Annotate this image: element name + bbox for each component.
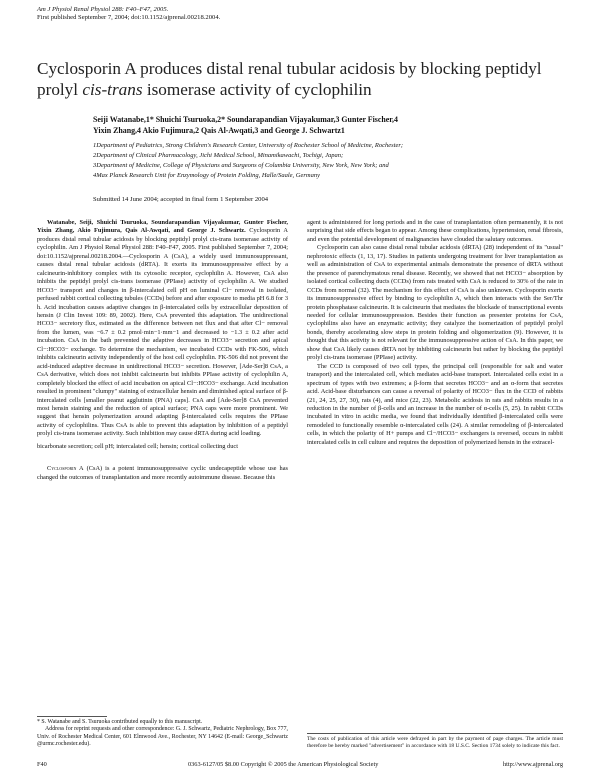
page-charge-note: The costs of publication of this article were defrayed in part by the payment of page charges. The article must therefore be hereby marked "advertisement" in accordance with 18 U.S.C. Section 1734 solely to indicate this fact. xyxy=(307,736,563,749)
abstract-lead: Watanabe, Seiji, Shuichi Tsuruoka, Soundarapandian Vijayakumar, Gunter Fischer, Yixin Zhang, Akio Fujimura, Qais Al-Awqati, and George J. Schwartz. xyxy=(37,219,288,235)
first-published-line: First published September 7, 2004; doi:10.1152/ajprenal.00218.2004. xyxy=(37,14,221,22)
journal-citation: Am J Physiol Renal Physiol 288: F40–F47, 2005. xyxy=(37,6,169,13)
right-paragraph-3: The CCD is composed of two cell types, the principal cell (responsible for salt and water transport) and the intercalated cell, which mediates acid-base transport. Intercalated cells exist in a spectrum of types with two extremes; a β-form that secretes HCO3− and an α-form that secretes acid. Acid-base disturbances can cause a reversal of polarity of HCO3− flux in the CCD of rabbits (21, 24, 25, 27, 30), rats (4), and mice (22, 23). Metabolic acidosis in rats and rabbits results in a reduction in the number of β-cells and an increase in the number of α-cells (5, 25). In rabbit CCDs incubated in vitro in acidic media, we found that individually identified β-intercalated cells were remodeled to functionally resemble α-intercalated cells (24). A similar remodeling of β-intercalated cells, in which the polarity of H+ pumps and Cl−/HCO3− exchangers is reversed, occurs in rabbit intercalated cells in cell culture and requires the deposition of polymerized hensin in the extracel- xyxy=(307,362,563,446)
intro-text: (CsA) is a potent immunosuppressive cyclic undecapeptide whose use has changed the outcomes of transplantation and more recently autoimmune disease. Because this xyxy=(37,465,288,481)
left-column xyxy=(37,219,288,482)
right-column xyxy=(307,219,563,447)
journal-url[interactable]: http://www.ajprenal.org xyxy=(503,761,563,768)
authors-line-2: Yixin Zhang,4 Akio Fujimura,2 Qais Al-Awqati,3 and George J. Schwartz1 xyxy=(93,125,345,135)
title-line-2-post: isomerase activity of cyclophilin xyxy=(142,80,372,99)
keywords: bicarbonate secretion; cell pH; intercalated cell; hensin; cortical collecting duct xyxy=(37,442,238,450)
submission-dates: Submitted 14 June 2004; accepted in final form 1 September 2004 xyxy=(93,196,269,203)
copyright-line: 0363-6127/05 $8.00 Copyright © 2005 the American Physiological Society xyxy=(188,761,379,768)
correspondence-address: Address for reprint requests and other correspondence: G. J. Schwartz, Pediatric Nephrology, Box 777, Univ. of Rochester Medical Center, 601 Elmwood Ave., Rochester, NY 14642 (E-mail: George_Schwartz @urmc.rochester.edu). xyxy=(37,726,288,747)
cost-note-divider xyxy=(307,733,563,734)
author-list xyxy=(93,115,563,136)
title-line-2-italic: cis-trans xyxy=(82,80,143,99)
journal-header xyxy=(37,6,220,23)
author-footnotes xyxy=(37,719,288,748)
right-paragraph-2: Cyclosporin can also cause distal renal tubular acidosis (dRTA) (28) independent of its "usual" nephrotoxic effects (1, 13, 17). Studies in patients undergoing treatment for liver transplantation as well as administration of CsA to experimental animals demonstrate the presence of dRTA without the presence of parenchymatous renal disease. Recently, we showed that net HCO3− absorption by isolated cortical collecting ducts (CCDs) from rats treated with CsA is reduced to 30% of the rate in CCDs from normal (32). The mechanism for this effect of CsA is also unknown. Cyclosporin exerts its immunosuppressive effect by binding to cyclophilin A, which then interacts with the Ser/Thr protein phosphatase calcineurin. It is calcineurin that mediates the blockade of transcriptional events needed for cellular immunosuppression. Besides their function as presenter proteins for CsA, cyclophilins also have an enzymatic activity; they catalyze the isomerization of peptidyl prolyl bonds, thereby accelerating slow steps in protein folding and oligomerization (9). However, it is thought that this activity is not relevant for the immunosuppressive action of CsA. In this paper, we show that CsA likely causes dRTA not by inhibiting calcineurin but rather by blocking the peptidyl prolyl cis-trans isomerase (PPIase) activity. xyxy=(307,244,563,362)
authors-line-1: Seiji Watanabe,1* Shuichi Tsuruoka,2* Soundarapandian Vijayakumar,3 Gunter Fischer,4 xyxy=(93,115,398,124)
footnote-divider xyxy=(37,716,107,717)
right-paragraph-1: agent is administered for long periods and in the case of transplantation often permanently, it is not surprising that side effects began to appear. Among these complications, hypertension, renal fibrosis, and even the potential development of malignancies have clouded the salutary outcomes. xyxy=(307,219,563,243)
article-title xyxy=(37,58,567,100)
affiliation-2: 2Department of Clinical Pharmacology, Jichi Medical School, Minamikawachi, Tochigi, Japan; xyxy=(93,152,344,160)
intro-paragraph xyxy=(37,465,288,482)
affiliation-3: 3Department of Medicine, College of Physicians and Surgeons of Columbia University, New York, New York; and xyxy=(93,162,389,170)
affiliation-1: 1Department of Pediatrics, Strong Children's Research Center, University of Rochester School of Medicine, Rochester; xyxy=(93,142,404,149)
affiliation-4: 4Max Planck Research Unit for Enzymology of Protein Folding, Halle/Saale, Germany xyxy=(93,172,320,180)
abstract-paragraph xyxy=(37,219,288,439)
intro-lead: Cyclosporin A xyxy=(47,465,84,473)
title-line-2-pre: prolyl xyxy=(37,80,83,99)
abstract-body: Cyclosporin A produces distal renal tubular acidosis by blocking peptidyl prolyl cis-trans isomerase activity of cyclophilin. Am J Physiol Renal Physiol 288: F40–F47, 2005. First published September 7, 2004; doi:10.1152/ajprenal.00218.2004.—Cyclosporin A (CsA), a widely used immunosuppressant, causes distal renal tubular acidosis (dRTA). It exerts its immunosuppressive effect by a calcineurin-inhibitory complex with its cytosolic receptor, cyclophilin A. However, CsA also inhibits the peptidyl prolyl cis-trans isomerase (PPIase) activity of cyclophilin A. We studied HCO3− transport and changes in β-intercalated cell pH on luminal Cl− removal in isolated, perfused rabbit cortical collecting tubules (CCDs) before and after exposure to media pH 6.8 for 3 h. Acid incubation causes adaptive changes in β-intercalated cells by extracellular deposition of hensin (J Clin Invest 109: 89, 2002). Here, CsA prevented this adaptation. The unidirectional HCO3− secretory flux, estimated as the difference between net flux and that after Cl− removal from the lumen, was −6.7 ± 0.2 pmol·min−1·mm−1 and decreased to −1.3 ± 0.2 after acid incubation. CsA in the bath prevented the adaptive decreases in HCO3− secretion and apical Cl−:HCO3− exchange. To determine the mechanism, we incubated CCDs with FK-506, which inhibits calcineurin activity independently of the host cell cyclophilin. FK-506 did not prevent the acid-induced adaptive decrease in unidirectional HCO3− secretion. However, [Ade-Ser]8 CsA, a CsA derivative, which does not inhibit calcineurin but inhibits PPIase activity of cyclophilin A, completely blocked the effect of acid incubation on apical Cl−:HCO3− exchange. Acid incubation resulted in prominent "clumpy" staining of extracellular hensin and diminished apical surface of β-intercalated cells [smaller peanut agglutinin (PNA) caps]. CsA and [Ade-Ser]8 CsA prevented most hensin staining and the reduction of apical surface; PNA caps were more prominent. We suggest that hensin polymerization around adapting β-intercalated cells requires the PPIase activity of cyclophilins. Thus CsA is able to prevent this adaptation by inhibition of a peptidyl prolyl cis-trans isomerase activity. Such inhibition may cause dRTA during acid loading. xyxy=(37,227,288,438)
page-number: F40 xyxy=(37,761,47,768)
title-line-1: Cyclosporin A produces distal renal tubular acidosis by blocking peptidyl xyxy=(37,59,542,78)
title-line-2 xyxy=(37,79,567,100)
affiliations xyxy=(93,141,573,181)
equal-contribution-note: * S. Watanabe and S. Tsuruoka contributed equally to this manuscript. xyxy=(37,719,203,725)
